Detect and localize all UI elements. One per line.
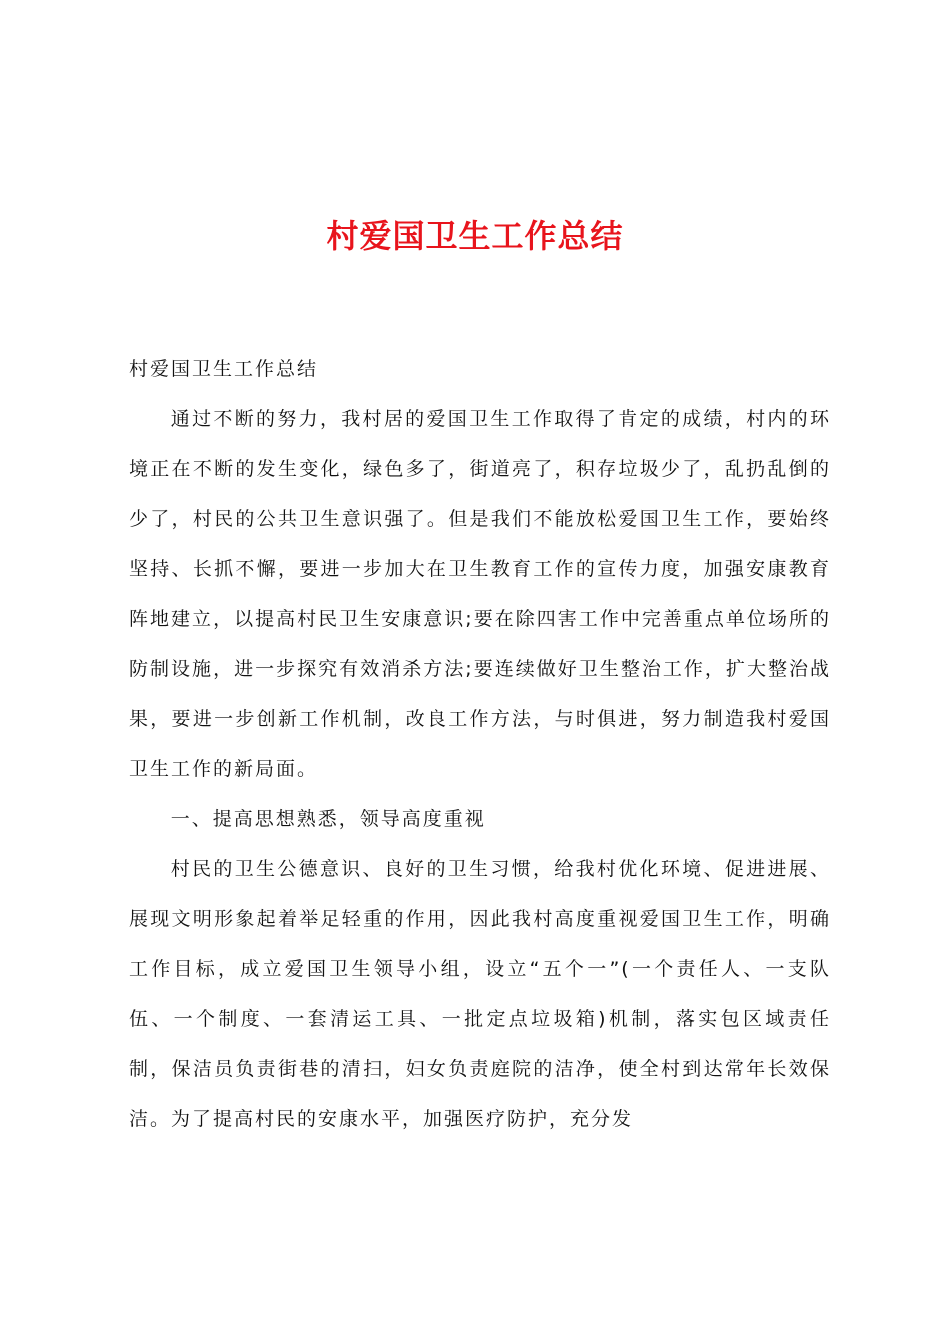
document-body	[129, 344, 831, 1144]
paragraph-2: 村民的卫生公德意识、良好的卫生习惯，给我村优化环境、促进进展、展现文明形象起着举足轻重的作用，因此我村高度重视爱国卫生工作，明确工作目标，成立爱国卫生领导小组，设立“五个一”(一个责任人、一支队伍、一个制度、一套清运工具、一批定点垃圾箱)机制，落实包区域责任制，保洁员负责街巷的清扫，妇女负责庭院的洁净，使全村到达常年长效保洁。为了提高村民的安康水平，加强医疗防护，充分发	[129, 858, 831, 1130]
subtitle-line: 村爱国卫生工作总结	[129, 358, 319, 380]
document-title: 村爱国卫生工作总结	[326, 217, 624, 255]
paragraph-1: 通过不断的努力，我村居的爱国卫生工作取得了肯定的成绩，村内的环境正在不断的发生变化，绿色多了，街道亮了，积存垃圾少了，乱扔乱倒的少了，村民的公共卫生意识强了。但是我们不能放松爱国卫生工作，要始终坚持、长抓不懈，要进一步加大在卫生教育工作的宣传力度，加强安康教育阵地建立，以提高村民卫生安康意识;要在除四害工作中完善重点单位场所的防制设施，进一步探究有效消杀方法;要连续做好卫生整治工作，扩大整治战果，要进一步创新工作机制，改良工作方法，与时俱进，努力制造我村爱国卫生工作的新局面。	[129, 408, 831, 780]
section-heading-1: 一、提高思想熟悉，领导高度重视	[170, 808, 486, 830]
